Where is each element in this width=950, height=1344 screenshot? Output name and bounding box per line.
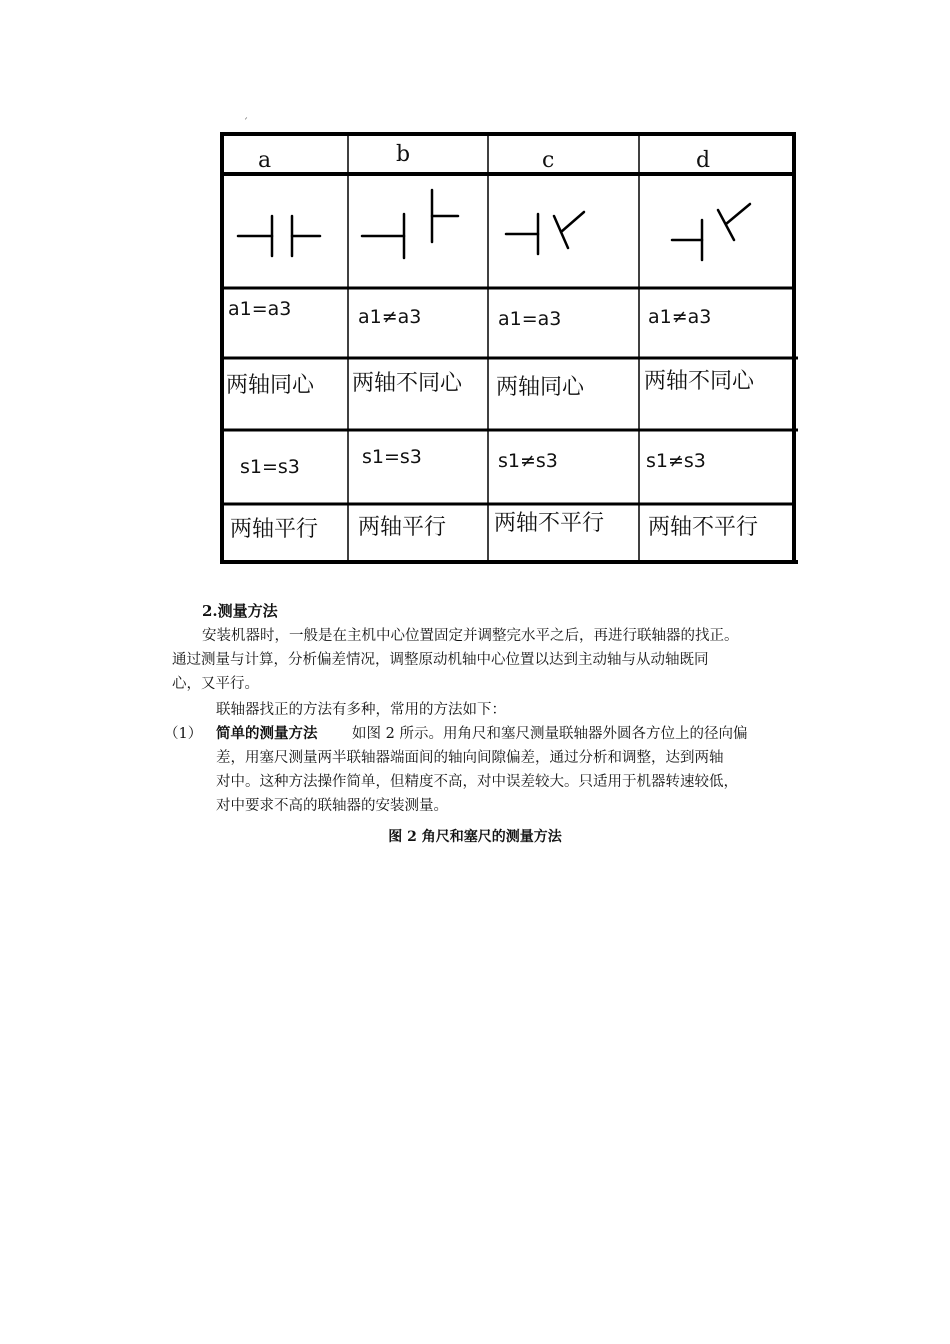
radial-reading-c: a1=a3 bbox=[498, 308, 562, 330]
figure-caption: 图 2 角尺和塞尺的测量方法 bbox=[388, 829, 562, 845]
scan-mark: ˊ bbox=[243, 118, 248, 129]
paragraph-1-line-1: 安装机器时，一般是在主机中心位置固定并调整完水平之后，再进行联轴器的找正。 bbox=[202, 628, 739, 644]
sketch-c-icon bbox=[506, 212, 584, 254]
paragraph-1-line-2: 通过测量与计算，分析偏差情况，调整原动机轴中心位置以达到主动轴与从动轴既同 bbox=[172, 652, 709, 668]
radial-reading-a: a1=a3 bbox=[228, 298, 292, 320]
paragraph-2: 联轴器找正的方法有多种，常用的方法如下： bbox=[216, 702, 506, 718]
axial-reading-a: s1=s3 bbox=[240, 456, 300, 478]
column-header-c: c bbox=[542, 148, 555, 173]
list-item-number: （1） bbox=[164, 726, 203, 742]
table-grid bbox=[220, 132, 800, 564]
alignment-figure-table bbox=[220, 132, 800, 564]
radial-reading-d: a1≠a3 bbox=[648, 306, 712, 328]
list-item-line-2: 差，用塞尺测量两半联轴器端面间的轴向间隙偏差，通过分析和调整，达到两轴 bbox=[216, 750, 724, 766]
radial-result-a: 两轴同心 bbox=[226, 373, 315, 398]
axial-result-b: 两轴平行 bbox=[358, 515, 447, 540]
list-item-line-3: 对中。这种方法操作简单，但精度不高，对中误差较大。只适用于机器转速较低， bbox=[216, 774, 738, 790]
sketch-a-icon bbox=[238, 216, 320, 256]
section-heading: 2.测量方法 bbox=[202, 602, 278, 620]
radial-result-b: 两轴不同心 bbox=[352, 371, 463, 396]
paragraph-1-line-3: 心，又平行。 bbox=[172, 676, 259, 692]
list-item-line-4: 对中要求不高的联轴器的安装测量。 bbox=[216, 798, 448, 814]
list-item-line-1: 如图 2 所示。用角尺和塞尺测量联轴器外圆各方位上的径向偏 bbox=[352, 726, 748, 742]
sketch-b-icon bbox=[362, 190, 458, 258]
axial-reading-d: s1≠s3 bbox=[646, 450, 706, 472]
axial-result-c: 两轴不平行 bbox=[494, 511, 605, 536]
radial-reading-b: a1≠a3 bbox=[358, 306, 422, 328]
axial-result-a: 两轴平行 bbox=[230, 517, 319, 542]
column-header-a: a bbox=[258, 148, 272, 173]
column-header-b: b bbox=[396, 142, 411, 167]
list-item-title: 简单的测量方法 bbox=[216, 725, 318, 742]
axial-result-d: 两轴不平行 bbox=[648, 515, 759, 540]
axial-reading-c: s1≠s3 bbox=[498, 450, 558, 472]
radial-result-c: 两轴同心 bbox=[496, 375, 585, 400]
column-header-d: d bbox=[696, 148, 711, 173]
axial-reading-b: s1=s3 bbox=[362, 446, 422, 468]
radial-result-d: 两轴不同心 bbox=[644, 369, 755, 394]
sketch-d-icon bbox=[672, 204, 750, 260]
